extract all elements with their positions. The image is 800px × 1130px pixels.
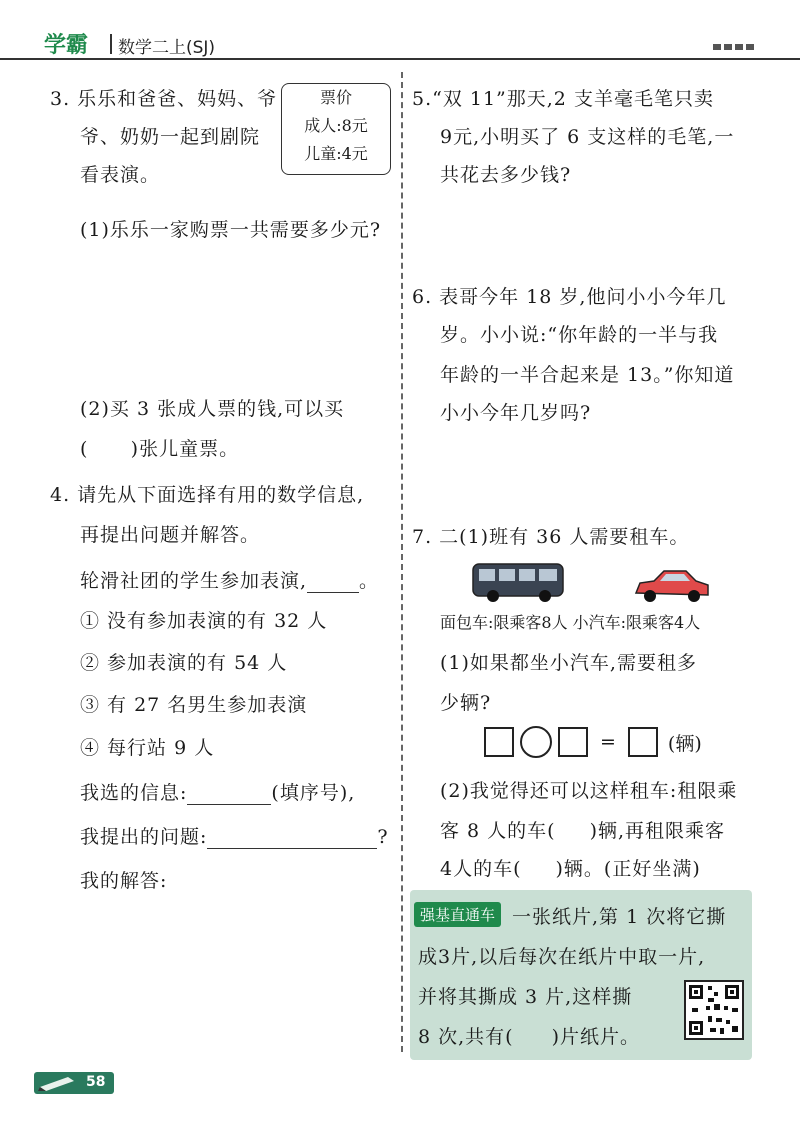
operator-circle[interactable] [520,726,552,758]
q4-question-end: ? [377,826,389,848]
challenge-line2: 成3片,以后每次在纸片中取一片, [418,946,706,968]
challenge-line3: 并将其撕成 3 片,这样撕 [418,986,633,1008]
q4-option-2: ② 参加表演的有 54 人 [80,652,288,674]
result-box[interactable] [628,727,658,757]
q3-sub2-line1: (2)买 3 张成人票的钱,可以买 [80,398,345,420]
price-title: 票价 [319,88,352,107]
q3-line1: 3. 乐乐和爸爸、妈妈、爷 [50,88,278,110]
vehicle-labels: 面包车:限乘客8人 小汽车:限乘客4人 [440,613,701,632]
column-divider [401,72,403,1052]
q4-option-4: ④ 每行站 9 人 [80,737,215,759]
price-adult: 成人:8元 [304,116,368,135]
challenge-tag: 强基直通车 [414,902,501,927]
equation-box-2[interactable] [558,727,588,757]
q4-option-3: ③ 有 27 名男生参加表演 [80,694,308,716]
equals-sign: = [600,731,616,753]
price-table [281,83,391,175]
q7-sub2-line3b: )辆。(正好坐满) [555,858,701,880]
q7-sub2-line2a: 客 8 人的车( [440,820,556,842]
q4-line3-text: 轮滑社团的学生参加表演, [80,570,308,592]
price-child: 儿童:4元 [304,144,368,163]
q4-answer-label: 我的解答: [80,870,168,892]
q4-select-hint: (填序号), [271,782,356,804]
question-blank[interactable] [207,830,377,849]
challenge-line4 [418,1022,640,1049]
q3-sub2-suffix: 张儿童票。 [139,438,240,460]
car-icon [632,563,712,605]
q7-sub2-line3 [440,854,701,881]
challenge-line4a: 8 次,共有( [418,1026,514,1048]
q7-sub2-line3a: 4人的车( [440,858,522,880]
q7-line1: 7. 二(1)班有 36 人需要租车。 [412,526,690,548]
pencil-icon [38,1075,78,1091]
q6-line1: 6. 表哥今年 18 岁,他问小小今年几 [412,286,727,308]
equation-row [484,726,702,758]
q7-sub1-line1: (1)如果都坐小汽车,需要租多 [440,652,697,674]
subject-title: 数学二上(SJ) [118,38,216,58]
q5-line3: 共花去多少钱? [440,164,572,186]
fill-blank[interactable] [307,574,359,593]
equation-box-1[interactable] [484,727,514,757]
q3-line2: 爷、奶奶一起到剧院 [80,126,261,148]
q4-option-1: ① 没有参加表演的有 32 人 [80,610,328,632]
qr-code-icon[interactable] [684,980,744,1040]
corner-marks [713,44,754,50]
q3-line3: 看表演。 [80,164,161,186]
q4-line3 [80,566,379,593]
select-blank[interactable] [187,786,271,805]
q4-question-label: 我提出的问题: [80,826,208,848]
q4-line2: 再提出问题并解答。 [80,524,261,546]
q4-question-row [80,822,389,849]
q4-line1: 4. 请先从下面选择有用的数学信息, [50,484,365,506]
q7-sub1-line2: 少辆? [440,692,492,714]
brand-logo: 学霸 [44,33,89,58]
header-rule [0,58,800,60]
q4-select-row [80,778,355,805]
q4-select-label: 我选的信息: [80,782,188,804]
q6-line3: 年龄的一半合起来是 13。”你知道 [440,364,735,386]
q6-line2: 岁。小小说:“你年龄的一半与我 [440,324,719,346]
answer-blank[interactable]: ( ) [80,438,140,460]
q5-line2: 9元,小明买了 6 支这样的毛笔,一 [440,126,735,148]
q7-sub2-line1: (2)我觉得还可以这样租车:租限乘 [440,780,738,802]
minibus-icon [471,560,567,604]
page-number: 58 [86,1074,106,1090]
q6-line4: 小小今年几岁吗? [440,402,592,424]
q4-line3-end: 。 [359,570,380,592]
challenge-line4b: )片纸片。 [551,1026,641,1048]
q7-sub2-line2 [440,816,725,843]
unit-label: (辆) [667,732,702,755]
q7-sub2-line2b: )辆,再租限乘客 [589,820,726,842]
q5-line1: 5.“双 11”那天,2 支羊毫毛笔只卖 [412,88,714,110]
q3-sub1: (1)乐乐一家购票一共需要多少元? [80,219,382,241]
brand-separator [110,34,112,54]
challenge-line1: 一张纸片,第 1 次将它撕 [512,906,727,928]
q3-sub2-line2 [80,434,239,461]
